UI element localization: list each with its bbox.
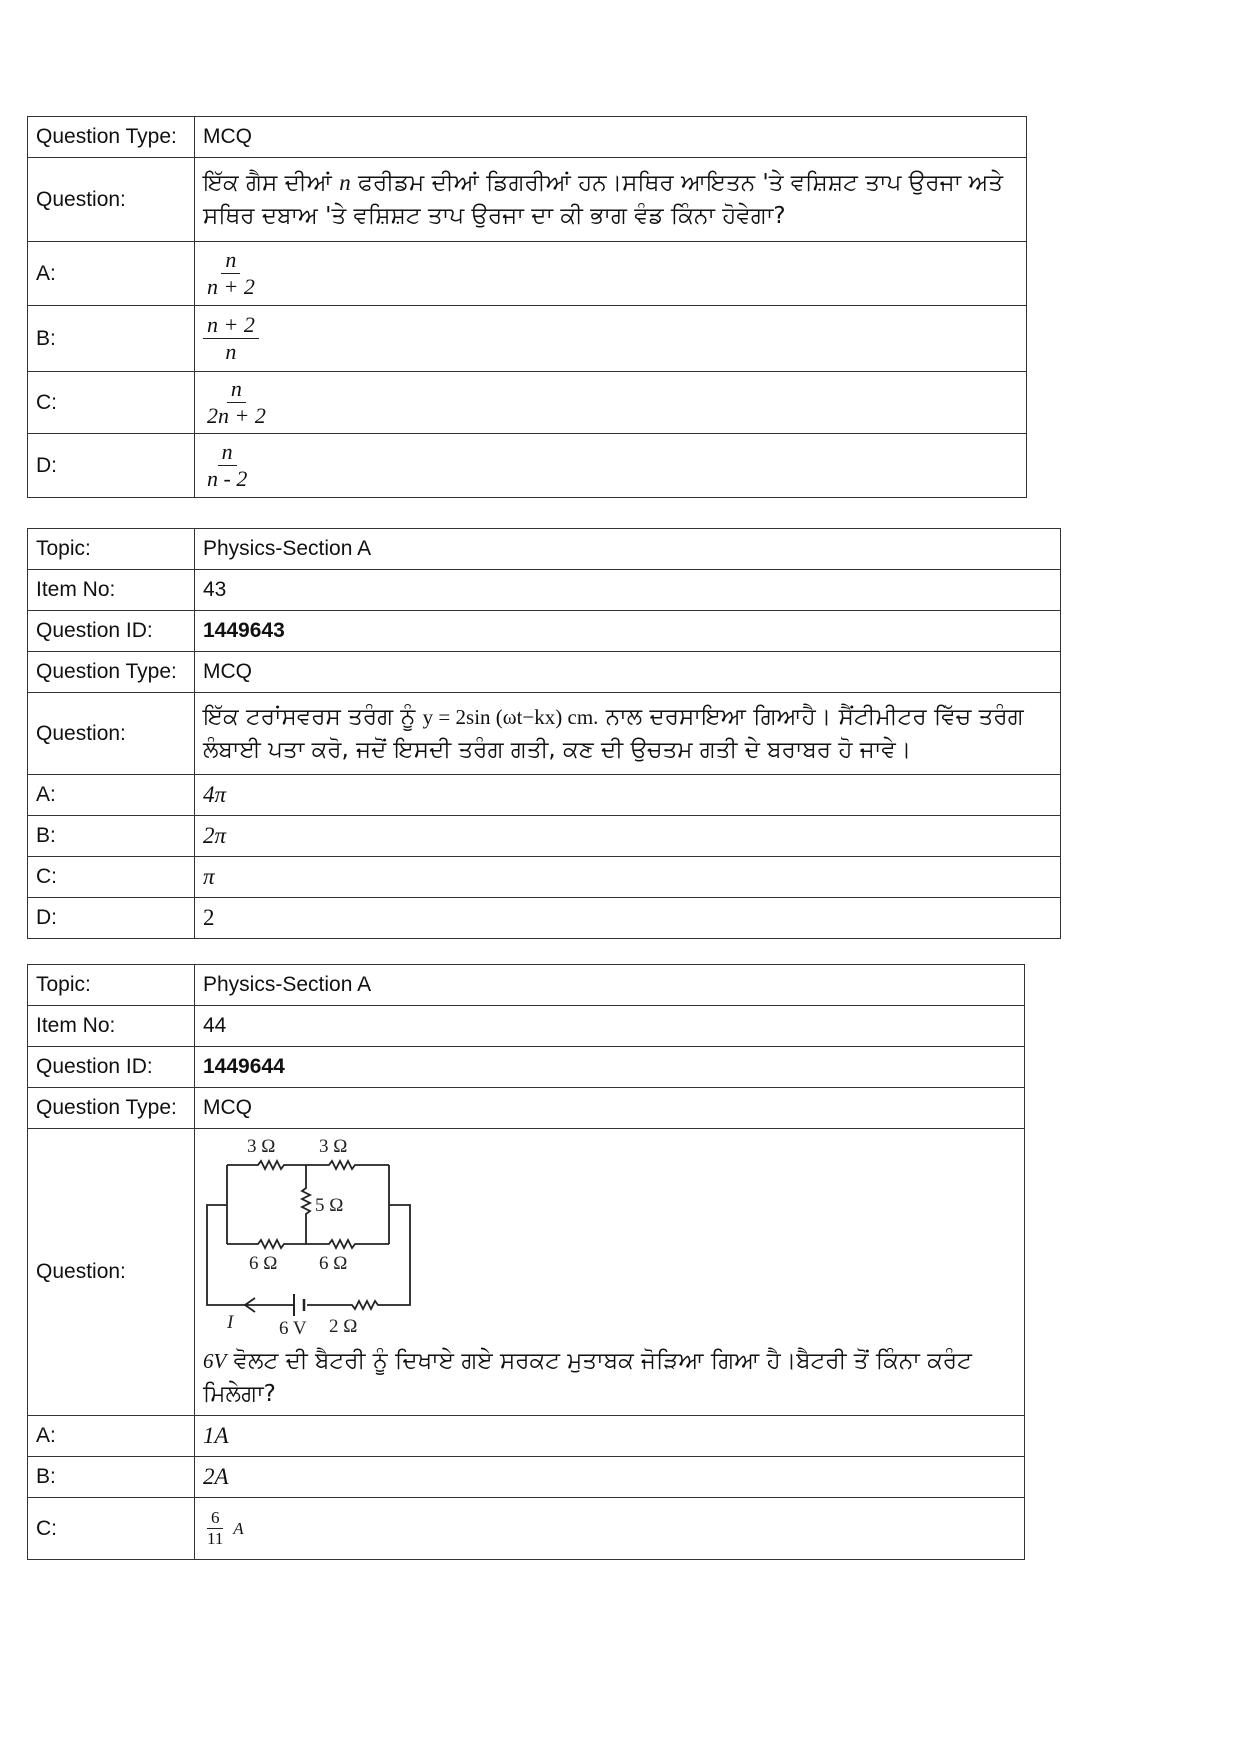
- question-id-row: [28, 1047, 1025, 1088]
- denominator: n + 2: [207, 274, 255, 299]
- question-label: Question:: [28, 1129, 195, 1416]
- question-formula: y = 2sin (ωt−kx) cm.: [422, 704, 599, 729]
- question-table-43: [27, 528, 1061, 939]
- label-r-bottom-right: 6 Ω: [319, 1253, 348, 1274]
- option-row-c: [28, 857, 1061, 898]
- question-id-label: Question ID:: [28, 611, 195, 652]
- question-type-label: Question Type:: [28, 652, 195, 693]
- denominator: 2n + 2: [207, 403, 266, 428]
- label-battery: 6 V: [279, 1318, 307, 1339]
- item-no-value: 44: [195, 1006, 1025, 1047]
- option-b-label: B:: [28, 1457, 195, 1498]
- item-no-label: Item No:: [28, 1006, 195, 1047]
- item-no-value: 43: [195, 570, 1061, 611]
- option-a-label: A:: [28, 242, 195, 306]
- middle-resistor-wire: [302, 1165, 310, 1244]
- option-row-b: [28, 306, 1027, 372]
- question-text: [203, 1345, 1016, 1415]
- question-variable: n: [339, 170, 351, 195]
- question-id-value: 1449643: [195, 611, 1061, 652]
- item-no-row: [28, 1006, 1025, 1047]
- topic-label: Topic:: [28, 529, 195, 570]
- question-content: [195, 1129, 1025, 1416]
- option-c-unit: A: [233, 1519, 244, 1539]
- question-type-row: [28, 117, 1027, 158]
- option-row-c: [28, 1498, 1025, 1560]
- numerator: n: [221, 247, 240, 274]
- option-b-label: B:: [28, 306, 195, 372]
- question-type-row: [28, 1088, 1025, 1129]
- fraction: [203, 247, 259, 300]
- question-type-label: Question Type:: [28, 117, 195, 158]
- label-r-bottom-left: 6 Ω: [249, 1253, 278, 1274]
- option-c-label: C:: [28, 857, 195, 898]
- option-row-d: [28, 898, 1061, 939]
- question-row: [28, 693, 1061, 775]
- option-a-value: [195, 242, 1027, 306]
- question-text-part1: ਇੱਕ ਟਰਾਂਸਵਰਸ ਤਰੰਗ ਨੂੰ: [203, 703, 423, 730]
- label-current: I: [227, 1312, 234, 1333]
- option-d-label: D:: [28, 898, 195, 939]
- numerator: n: [227, 376, 246, 403]
- question-text: [195, 158, 1027, 242]
- denominator: n - 2: [207, 466, 248, 491]
- option-c-label: C:: [28, 1498, 195, 1560]
- option-b-value: 2A: [195, 1457, 1025, 1498]
- option-b-value: [195, 306, 1027, 372]
- fraction: [203, 312, 259, 365]
- option-c-value: [195, 1498, 1025, 1560]
- option-a-label: A:: [28, 775, 195, 816]
- question-variable: 6V: [203, 1349, 227, 1373]
- option-d-value: 2: [195, 898, 1061, 939]
- item-no-row: [28, 570, 1061, 611]
- question-label: Question:: [28, 158, 195, 242]
- question-table-42: [27, 116, 1027, 498]
- question-type-value: MCQ: [195, 652, 1061, 693]
- topic-value: Physics-Section A: [195, 965, 1025, 1006]
- fraction: [203, 376, 270, 429]
- numerator: n: [218, 439, 237, 466]
- question-text-part2: ਫਰੀਡਮ ਦੀਆਂ ਡਿਗਰੀਆਂ ਹਨ।ਸਥਿਰ ਆਇਤਨ 'ਤੇ ਵਸ਼ਿਸ਼ਟ ਤਾਪ ਉਰਜਾ ਅਤੇ ਸਥਿਰ ਦਬਾਅ 'ਤੇ ਵਸ਼ਿਸ਼ਟ ਤਾਪ ਉਰਜਾ ਦਾ ਕੀ ਭਾਗ ਵੰਡ ਕਿੰਨਾ ਹੋਵੇਗਾ?: [203, 170, 1003, 229]
- topic-row: [28, 965, 1025, 1006]
- numerator: n + 2: [203, 312, 259, 339]
- option-c-value: [195, 372, 1027, 434]
- denominator: n: [225, 339, 237, 364]
- item-no-label: Item No:: [28, 570, 195, 611]
- question-text: [195, 693, 1061, 775]
- question-table-44: [27, 964, 1025, 1560]
- question-text-part1: ਇੱਕ ਗੈਸ ਦੀਆਂ: [203, 170, 340, 196]
- option-row-d: [28, 434, 1027, 498]
- question-row: [28, 1129, 1025, 1416]
- question-type-value: MCQ: [195, 1088, 1025, 1129]
- question-type-row: [28, 652, 1061, 693]
- topic-value: Physics-Section A: [195, 529, 1061, 570]
- option-b-label: B:: [28, 816, 195, 857]
- option-a-value: 1A: [195, 1416, 1025, 1457]
- numerator: 6: [207, 1508, 224, 1529]
- bottom-wire: [227, 1240, 389, 1248]
- fraction: [203, 1508, 227, 1549]
- option-c-label: C:: [28, 372, 195, 434]
- topic-row: [28, 529, 1061, 570]
- top-wire: [227, 1161, 389, 1169]
- label-r-top-right: 3 Ω: [319, 1136, 348, 1157]
- question-id-label: Question ID:: [28, 1047, 195, 1088]
- option-row-c: [28, 372, 1027, 434]
- label-r-series: 2 Ω: [329, 1316, 358, 1337]
- option-a-value: 4π: [195, 775, 1061, 816]
- label-r-top-left: 3 Ω: [247, 1136, 276, 1157]
- question-text-body: ਵੋਲਟ ਦੀ ਬੈਟਰੀ ਨੂੰ ਦਿਖਾਏ ਗਏ ਸਰਕਟ ਮੁਤਾਬਕ ਜੋੜਿਆ ਗਿਆ ਹੈ।ਬੈਟਰੀ ਤੋਂ ਕਿੰਨਾ ਕਰੰਟ ਮਿਲੇਗਾ?: [203, 1348, 972, 1407]
- option-c-value: π: [195, 857, 1061, 898]
- option-row-b: [28, 1457, 1025, 1498]
- option-row-b: [28, 816, 1061, 857]
- option-a-label: A:: [28, 1416, 195, 1457]
- option-row-a: [28, 242, 1027, 306]
- question-type-label: Question Type:: [28, 1088, 195, 1129]
- label-r-middle: 5 Ω: [315, 1195, 344, 1216]
- option-row-a: [28, 775, 1061, 816]
- question-id-row: [28, 611, 1061, 652]
- fraction: [203, 439, 251, 492]
- option-row-a: [28, 1416, 1025, 1457]
- question-type-value: MCQ: [195, 117, 1027, 158]
- option-b-value: 2π: [195, 816, 1061, 857]
- question-id-value: 1449644: [195, 1047, 1025, 1088]
- circuit-diagram: [203, 1133, 433, 1343]
- option-d-value: [195, 434, 1027, 498]
- denominator: 11: [207, 1529, 224, 1548]
- question-row: [28, 158, 1027, 242]
- question-text-part2: ਨਾਲ ਦਰਸਾਇਆ ਗਿਆਹੈ। ਸੈਂਟੀਮੀਟਰ ਵਿੱਚ ਤਰੰਗ ਲੰਬਾਈ ਪਤਾ ਕਰੋ, ਜਦੋਂ ਇਸਦੀ ਤਰੰਗ ਗਤੀ, ਕਣ ਦੀ ਉਚਤਮ ਗਤੀ ਦੇ ਬਰਾਬਰ ਹੋ ਜਾਵੇ।: [203, 703, 1024, 763]
- topic-label: Topic:: [28, 965, 195, 1006]
- option-d-label: D:: [28, 434, 195, 498]
- question-label: Question:: [28, 693, 195, 775]
